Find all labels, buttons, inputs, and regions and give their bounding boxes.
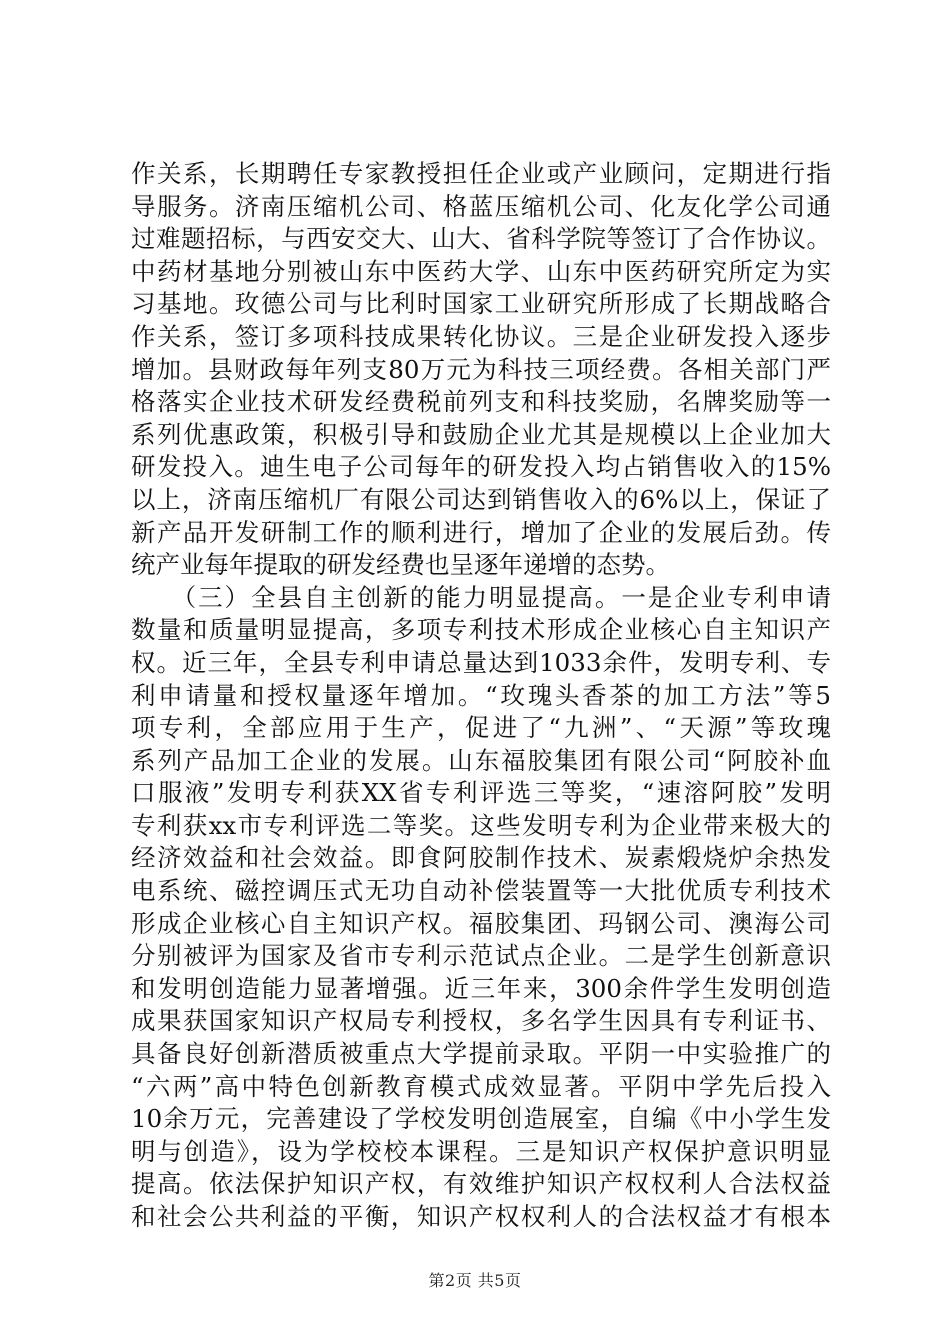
text-line: 统产业每年提取的研发经费也呈逐年递增的态势。 [131, 550, 670, 580]
text-line: 作关系，长期聘任专家教授担任企业或产业顾问，定期进行指 [131, 159, 831, 188]
text-line: 权。近三年，全县专利申请总量达到1033余件，发明专利、专 [131, 647, 831, 677]
text-line: 过难题招标，与西安交大、山大、省科学院等签订了合作协议。 [131, 224, 831, 254]
text-line: 口服液”发明专利获XX省专利评选三等奖，“速溶阿胶”发明 [131, 778, 831, 808]
text-line: 和社会公共利益的平衡，知识产权权利人的合法权益才有根本 [131, 1202, 831, 1231]
document-body [131, 158, 831, 1234]
text-line: 10余万元，完善建设了学校发明创造展室，自编《中小学生发 [131, 1104, 831, 1134]
text-line: 导服务。济南压缩机公司、格蓝压缩机公司、化友化学公司通 [131, 191, 831, 221]
text-line: 分别被评为国家及省市专利示范试点企业。二是学生创新意识 [131, 941, 831, 971]
text-line: 系列产品加工企业的发展。山东福胶集团有限公司“阿胶补血 [131, 745, 831, 775]
text-line: 数量和质量明显提高，多项专利技术形成企业核心自主知识产 [131, 615, 831, 645]
text-line: 中药材基地分别被山东中医药大学、山东中医药研究所定为实 [131, 256, 831, 286]
text-line: 系列优惠政策，积极引导和鼓励企业尤其是规模以上企业加大 [131, 419, 831, 449]
text-line: 项专利，全部应用于生产，促进了“九洲”、“天源”等玫瑰 [131, 713, 831, 743]
text-line: 新产品开发研制工作的顺利进行，增加了企业的发展后劲。传 [131, 517, 831, 547]
text-line: 研发投入。迪生电子公司每年的研发投入均占销售收入的15% [131, 452, 831, 482]
text-line: 提高。依法保护知识产权，有效维护知识产权权利人合法权益 [131, 1169, 831, 1199]
text-line: 作关系，签订多项科技成果转化协议。三是企业研发投入逐步 [131, 321, 831, 351]
text-line: 具备良好创新潜质被重点大学提前录取。平阴一中实验推广的 [131, 1039, 831, 1069]
text-line: 习基地。玫德公司与比利时国家工业研究所形成了长期战略合 [131, 289, 831, 319]
text-line: （三）全县自主创新的能力明显提高。一是企业专利申请 [131, 582, 831, 612]
text-line: 和发明创造能力显著增强。近三年来，300余件学生发明创造 [131, 973, 831, 1003]
text-line: 专利获xx市专利评选二等奖。这些发明专利为企业带来极大的 [131, 810, 831, 840]
text-line: 成果获国家知识产权局专利授权，多名学生因具有专利证书、 [131, 1006, 831, 1036]
text-line: 格落实企业技术研发经费税前列支和科技奖励，名牌奖励等一 [131, 387, 831, 417]
text-line: 以上，济南压缩机厂有限公司达到销售收入的6%以上，保证了 [131, 484, 831, 514]
text-line: 电系统、磁控调压式无功自动补偿装置等一大批优质专利技术 [131, 876, 831, 906]
text-line: 明与创造》，设为学校校本课程。三是知识产权保护意识明显 [131, 1136, 831, 1166]
text-line: “六两”高中特色创新教育模式成效显著。平阴中学先后投入 [131, 1071, 831, 1101]
text-line: 经济效益和社会效益。即食阿胶制作技术、炭素煅烧炉余热发 [131, 843, 831, 873]
text-line: 利申请量和授权量逐年增加。“玫瑰头香茶的加工方法”等5 [131, 680, 831, 710]
text-line: 增加。县财政每年列支80万元为科技三项经费。各相关部门严 [131, 354, 831, 384]
page-footer: 第2页 共5页 [428, 1271, 522, 1290]
text-line: 形成企业核心自主知识产权。福胶集团、玛钢公司、澳海公司 [131, 908, 831, 938]
